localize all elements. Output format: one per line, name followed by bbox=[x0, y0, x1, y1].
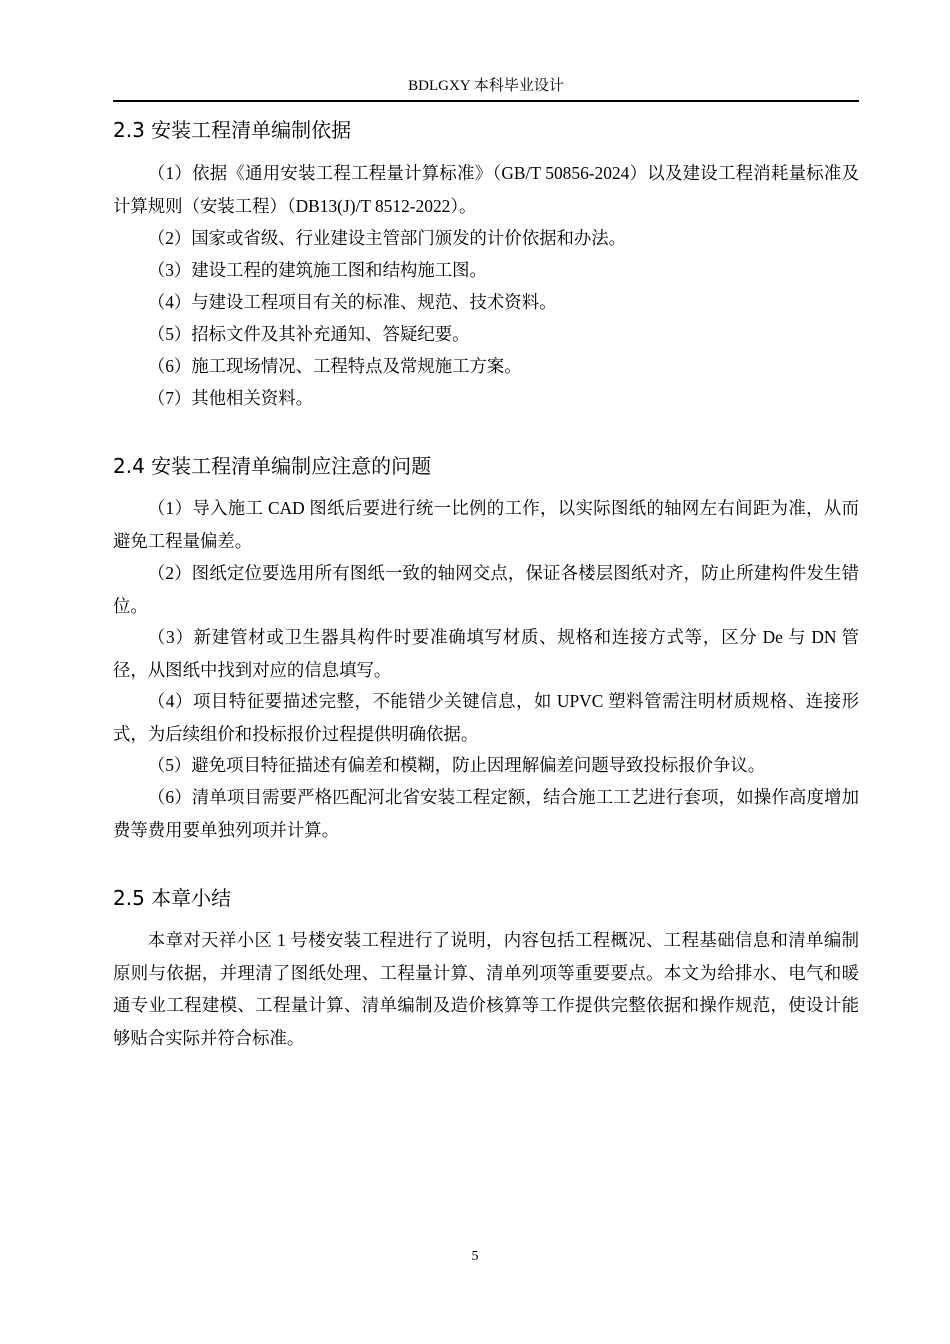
section-heading-2-3: 2.3 安装工程清单编制依据 bbox=[113, 118, 352, 142]
paragraph: （2）国家或省级、行业建设主管部门颁发的计价依据和办法。 bbox=[147, 228, 627, 248]
paragraph: （3）新建管材或卫生器具构件时要准确填写材质、规格和连接方式等，区分 De 与 DN 管径，从图纸中找到对应的信息填写。 bbox=[113, 627, 859, 680]
header-rule bbox=[113, 100, 859, 102]
paragraph: 本章对天祥小区 1 号楼安装工程进行了说明，内容包括工程概况、工程基础信息和清单编制原则与依据，并理清了图纸处理、工程量计算、清单列项等重要要点。本文为给排水、电气和暖通专业工程建模、工程量计算、清单编制及造价核算等工作提供完整依据和操作规范，使设计能够贴合实际并符合标准。 bbox=[113, 930, 859, 1048]
paragraph: （6）施工现场情况、工程特点及常规施工方案。 bbox=[147, 356, 522, 376]
paragraph: （3）建设工程的建筑施工图和结构施工图。 bbox=[147, 260, 487, 280]
paragraph: （6）清单项目需要严格匹配河北省安装工程定额，结合施工工艺进行套项，如操作高度增加费等费用要单独列项并计算。 bbox=[113, 787, 859, 840]
page-header: BDLGXY 本科毕业设计 bbox=[408, 78, 564, 94]
page-number: 5 bbox=[471, 1249, 479, 1264]
paragraph: （4）与建设工程项目有关的标准、规范、技术资料。 bbox=[147, 292, 557, 312]
paragraph: （1）导入施工 CAD 图纸后要进行统一比例的工作，以实际图纸的轴网左右间距为准，从而避免工程量偏差。 bbox=[113, 498, 859, 551]
paragraph: （2）图纸定位要选用所有图纸一致的轴网交点，保证各楼层图纸对齐，防止所建构件发生错位。 bbox=[113, 563, 859, 616]
paragraph: （5）避免项目特征描述有偏差和模糊，防止因理解偏差问题导致投标报价争议。 bbox=[147, 755, 766, 775]
paragraph: （4）项目特征要描述完整，不能错少关键信息，如 UPVC 塑料管需注明材质规格、连接形式，为后续组价和投标报价过程提供明确依据。 bbox=[113, 691, 859, 744]
section-heading-2-5: 2.5 本章小结 bbox=[113, 886, 232, 910]
paragraph: （5）招标文件及其补充通知、答疑纪要。 bbox=[147, 324, 470, 344]
paragraph: （1）依据《通用安装工程工程量计算标准》（GB/T 50856-2024）以及建设工程消耗量标准及计算规则（安装工程）（DB13(J)/T 8512-2022）。 bbox=[113, 163, 859, 216]
section-heading-2-4: 2.4 安装工程清单编制应注意的问题 bbox=[113, 454, 432, 478]
paragraph: （7）其他相关资料。 bbox=[147, 388, 314, 408]
